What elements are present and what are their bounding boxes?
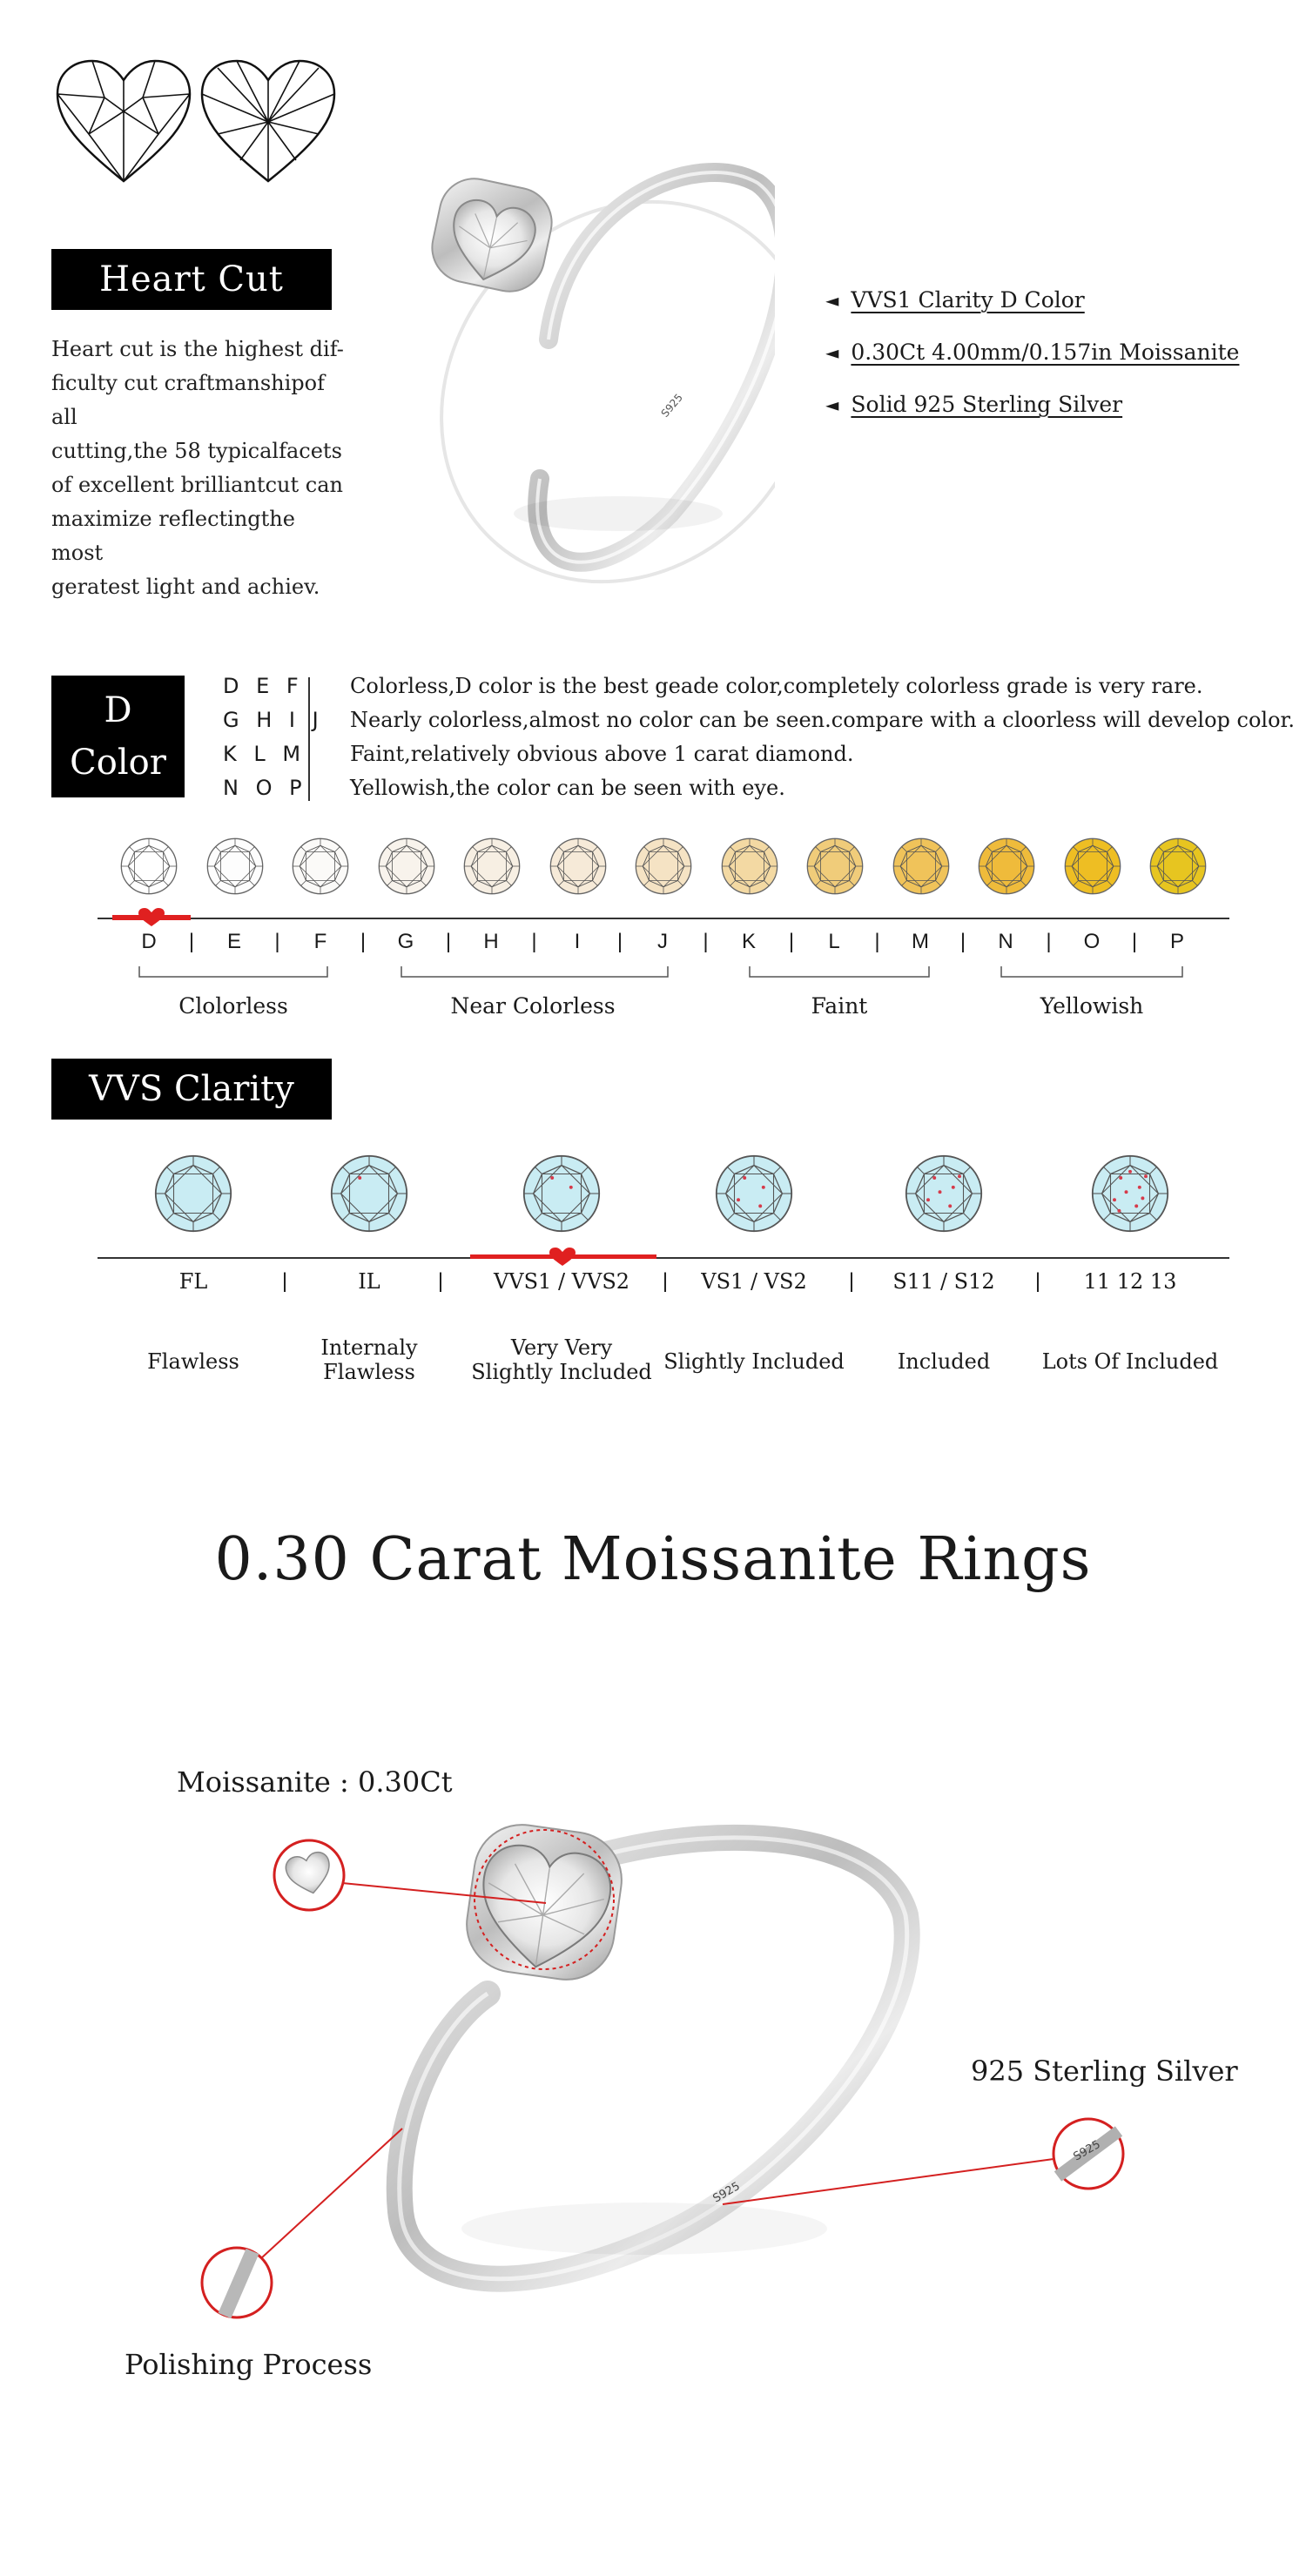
grade-letters: N O P <box>223 776 307 800</box>
clarity-description-line: Lots Of Included <box>1041 1349 1219 1374</box>
color-gem-h <box>463 837 521 895</box>
heart-cut-diagram-icon <box>54 59 193 185</box>
product-title: 0.30 Carat Moissanite Rings <box>214 1525 1092 1594</box>
scale-separator: | <box>616 930 623 953</box>
clarity-description-line: Included <box>897 1349 991 1374</box>
clarity-description-line: Slightly Included <box>663 1349 845 1374</box>
scale-letter-p: P <box>1169 930 1184 953</box>
svg-text:S925: S925 <box>710 2179 743 2206</box>
grade-letters: D E F <box>223 674 304 698</box>
ring-product-image <box>409 131 775 618</box>
description-line: geratest light and achiev. <box>51 575 320 599</box>
group-brackets <box>131 965 1210 982</box>
clarity-grade-label: VS1 / VS2 <box>701 1269 807 1294</box>
color-gem-p <box>1149 837 1207 895</box>
grade-description: Nearly colorless,almost no color can be seen.compare with a cloorless will develop color. <box>350 708 1296 732</box>
scale-letter-e: E <box>226 930 241 953</box>
clarity-baseline <box>98 1257 1229 1259</box>
clarity-grade-label: S11 / S12 <box>892 1269 995 1294</box>
scale-letter-g: G <box>397 930 414 953</box>
scale-separator: | <box>959 930 966 953</box>
clarity-description-line: Internaly <box>320 1335 418 1360</box>
clarity-gem <box>154 1154 232 1233</box>
callout-silver-label: 925 Sterling Silver <box>971 2055 1238 2088</box>
inclusion-dot <box>743 1176 746 1180</box>
arrow-left-icon: ◄ <box>825 393 839 415</box>
scale-separator: | <box>360 930 367 953</box>
heart-cut-description <box>51 333 347 604</box>
color-gem-o <box>1064 837 1121 895</box>
grade-letters: G H I J <box>223 708 324 732</box>
clarity-grade-label: VVS1 / VVS2 <box>493 1269 630 1294</box>
clarity-gem <box>715 1154 793 1233</box>
clarity-grade-label: 11 12 13 <box>1083 1269 1177 1294</box>
d-color-title-letter: D <box>104 690 132 730</box>
description-line: cutting,the 58 typicalfacets <box>51 439 342 463</box>
inclusion-dot <box>1119 1176 1122 1180</box>
description-line: ficulty cut craftmanshipof all <box>51 371 326 429</box>
description-line: maximize reflectingthe most <box>51 507 295 565</box>
clarity-grade-label: IL <box>358 1269 380 1294</box>
scale-letter-i: I <box>574 930 581 953</box>
inclusion-dot <box>952 1186 955 1189</box>
inclusion-dot <box>758 1204 762 1207</box>
color-gem-n <box>978 837 1035 895</box>
inclusion-dot <box>948 1204 952 1207</box>
clarity-description <box>457 1335 666 1384</box>
ring-callout-diagram <box>0 1776 1306 2438</box>
scale-letter-o: O <box>1083 930 1101 953</box>
color-gem-k <box>721 837 778 895</box>
inclusion-dot <box>958 1174 961 1178</box>
scale-separator: | <box>188 930 195 953</box>
inclusion-dot <box>1144 1174 1148 1178</box>
group-label-near-colorless: Near Colorless <box>450 993 616 1019</box>
clarity-description-line: Very Very <box>510 1335 613 1360</box>
inclusion-dot <box>737 1198 740 1201</box>
scale-letter-f: F <box>313 930 327 953</box>
spec-material[interactable]: Solid 925 Sterling Silver <box>851 392 1123 417</box>
color-gem-g <box>378 837 435 895</box>
color-gem-m <box>892 837 950 895</box>
grade-description: Colorless,D color is the best geade color,completely colorless grade is very rare. <box>350 674 1203 698</box>
scale-separator: | <box>1131 930 1138 953</box>
clarity-title: VVS Clarity <box>51 1059 332 1120</box>
arrow-left-icon: ◄ <box>825 289 839 311</box>
svg-text:S925: S925 <box>1071 2137 1103 2164</box>
clarity-separator: | <box>437 1269 444 1293</box>
clarity-description-line: Flawless <box>323 1360 415 1384</box>
clarity-separator: | <box>281 1269 288 1293</box>
scale-separator: | <box>788 930 795 953</box>
description-line: of excellent brilliantcut can <box>51 473 343 497</box>
inclusion-dot <box>939 1190 942 1194</box>
d-color-title <box>51 676 185 797</box>
clarity-gem <box>522 1154 601 1233</box>
inclusion-dot <box>1128 1170 1132 1174</box>
scale-letter-n: N <box>998 930 1013 953</box>
color-gem-f <box>292 837 349 895</box>
selected-clarity-marker-icon <box>549 1248 576 1267</box>
clarity-separator: | <box>848 1269 855 1293</box>
clarity-grade-label: FL <box>178 1269 208 1294</box>
group-label-colorless: Clolorless <box>178 993 288 1019</box>
arrow-left-icon: ◄ <box>825 341 839 363</box>
inclusion-dot <box>1141 1196 1144 1200</box>
inclusion-dot <box>926 1198 930 1201</box>
inclusion-dot <box>1125 1190 1128 1194</box>
scale-letter-m: M <box>912 930 929 953</box>
clarity-gem <box>905 1154 983 1233</box>
grade-letters: K L M <box>223 742 306 766</box>
clarity-description-line: Flawless <box>147 1349 239 1374</box>
scale-separator: | <box>1046 930 1052 953</box>
group-label-yellowish: Yellowish <box>1040 993 1144 1019</box>
clarity-separator: | <box>1034 1269 1041 1293</box>
inclusion-dot <box>1138 1186 1141 1189</box>
divider <box>308 677 310 801</box>
heart-cut-pavilion-icon <box>199 59 338 185</box>
inclusion-dot <box>1134 1204 1138 1207</box>
scale-separator: | <box>703 930 709 953</box>
selected-grade-marker-icon <box>138 908 165 927</box>
clarity-gem <box>1091 1154 1169 1233</box>
callout-polish-label: Polishing Process <box>125 2348 373 2381</box>
inclusion-dot <box>550 1176 554 1180</box>
inclusion-dot <box>569 1186 573 1189</box>
scale-baseline <box>98 918 1229 919</box>
color-gem-e <box>206 837 264 895</box>
color-gem-d <box>120 837 178 895</box>
clarity-description-line: Slightly Included <box>471 1360 652 1384</box>
scale-letter-j: J <box>657 930 668 953</box>
heart-cut-title: Heart Cut <box>51 249 332 310</box>
callout-stone-label: Moissanite : 0.30Ct <box>177 1766 453 1799</box>
clarity-separator: | <box>662 1269 669 1293</box>
description-line: Heart cut is the highest dif- <box>51 337 344 361</box>
grade-description: Yellowish,the color can be seen with eye. <box>350 776 785 800</box>
spec-size[interactable]: 0.30Ct 4.00mm/0.157in Moissanite <box>851 340 1240 365</box>
inclusion-dot <box>358 1176 361 1180</box>
spec-item <box>825 340 1239 365</box>
clarity-gem <box>330 1154 408 1233</box>
scale-separator: | <box>274 930 280 953</box>
spec-item <box>825 287 1085 313</box>
scale-separator: | <box>531 930 537 953</box>
clarity-description <box>1026 1349 1235 1374</box>
color-gem-j <box>635 837 692 895</box>
color-gem-i <box>549 837 607 895</box>
d-color-title-word: Color <box>70 743 166 783</box>
scale-letter-h: H <box>483 930 499 953</box>
inclusion-dot <box>762 1186 765 1189</box>
inclusion-dot <box>932 1176 936 1180</box>
scale-letter-d: D <box>141 930 157 953</box>
grade-description: Faint,relatively obvious above 1 carat diamond. <box>350 742 854 766</box>
clarity-description <box>650 1349 858 1374</box>
inclusion-dot <box>1117 1209 1121 1213</box>
scale-letter-k: K <box>741 930 756 953</box>
spec-clarity-color[interactable]: VVS1 Clarity D Color <box>851 287 1085 313</box>
group-label-faint: Faint <box>811 993 868 1019</box>
clarity-description <box>839 1349 1048 1374</box>
color-gem-l <box>806 837 864 895</box>
inclusion-dot <box>1113 1198 1116 1201</box>
svg-text:S925: S925 <box>658 391 685 420</box>
spec-item <box>825 392 1122 417</box>
scale-separator: | <box>445 930 452 953</box>
scale-letter-l: L <box>828 930 840 953</box>
scale-separator: | <box>874 930 880 953</box>
clarity-description <box>265 1335 474 1384</box>
